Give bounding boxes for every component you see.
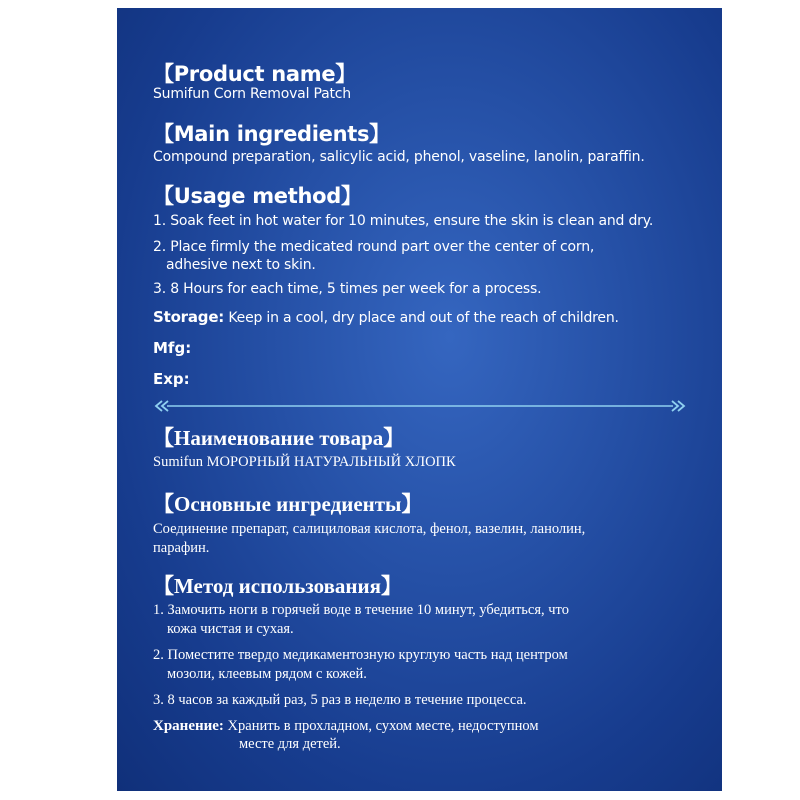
divider-left-arrow-icon bbox=[156, 401, 168, 411]
product-info-panel bbox=[117, 8, 722, 791]
usage-step-2: 2. Place firmly the medicated round part over the center of corn, bbox=[153, 239, 595, 255]
product-name-heading: 【Product name】 bbox=[153, 62, 357, 86]
ru-usage-step-1-continued: кожа чистая и сухая. bbox=[167, 621, 294, 637]
ru-storage-text-continued: месте для детей. bbox=[239, 736, 341, 752]
ru-usage-step-3: 3. 8 часов за каждый раз, 5 раз в неделю в течение процесса. bbox=[153, 692, 527, 708]
exp-label: Exp: bbox=[153, 370, 190, 388]
divider-right-arrow-icon bbox=[672, 401, 684, 411]
ru-usage-step-2: 2. Поместите твердо медикаментозную круглую часть над центром bbox=[153, 647, 568, 663]
usage-step-1: 1. Soak feet in hot water for 10 minutes, ensure the skin is clean and dry. bbox=[153, 213, 654, 229]
ru-product-name-value: Sumifun МОРОРНЫЙ НАТУРАЛЬНЫЙ ХЛОПК bbox=[153, 454, 456, 470]
product-name-value: Sumifun Corn Removal Patch bbox=[153, 86, 351, 102]
section-divider bbox=[153, 398, 687, 414]
storage-label: Storage: bbox=[153, 308, 225, 326]
ru-storage-line bbox=[153, 718, 539, 735]
usage-method-heading: 【Usage method】 bbox=[153, 184, 362, 208]
ru-storage-label: Хранение: bbox=[153, 718, 224, 734]
usage-step-2-continued: adhesive next to skin. bbox=[166, 257, 316, 273]
ru-product-name-heading: 【Наименование товара】 bbox=[153, 426, 405, 450]
mfg-label: Mfg: bbox=[153, 339, 192, 357]
usage-step-3: 3. 8 Hours for each time, 5 times per week for a process. bbox=[153, 281, 542, 297]
ru-ingredients-value-line-1: Соединение препарат, салициловая кислота, фенол, вазелин, ланолин, bbox=[153, 521, 586, 537]
ru-usage-step-1: 1. Замочить ноги в горячей воде в течение 10 минут, убедиться, что bbox=[153, 602, 569, 618]
storage-text: Keep in a cool, dry place and out of the reach of children. bbox=[228, 310, 619, 326]
storage-line bbox=[153, 308, 619, 326]
ru-storage-text: Хранить в прохладном, сухом месте, недоступном bbox=[227, 718, 539, 734]
ru-usage-step-2-continued: мозоли, клеевым рядом с кожей. bbox=[167, 666, 367, 682]
ru-usage-heading: 【Метод использования】 bbox=[153, 574, 402, 598]
ru-ingredients-heading: 【Основные ингредиенты】 bbox=[153, 492, 423, 516]
main-ingredients-value: Compound preparation, salicylic acid, phenol, vaseline, lanolin, paraffin. bbox=[153, 149, 645, 165]
main-ingredients-heading: 【Main ingredients】 bbox=[153, 122, 390, 146]
ru-ingredients-value-line-2: парафин. bbox=[153, 540, 210, 556]
